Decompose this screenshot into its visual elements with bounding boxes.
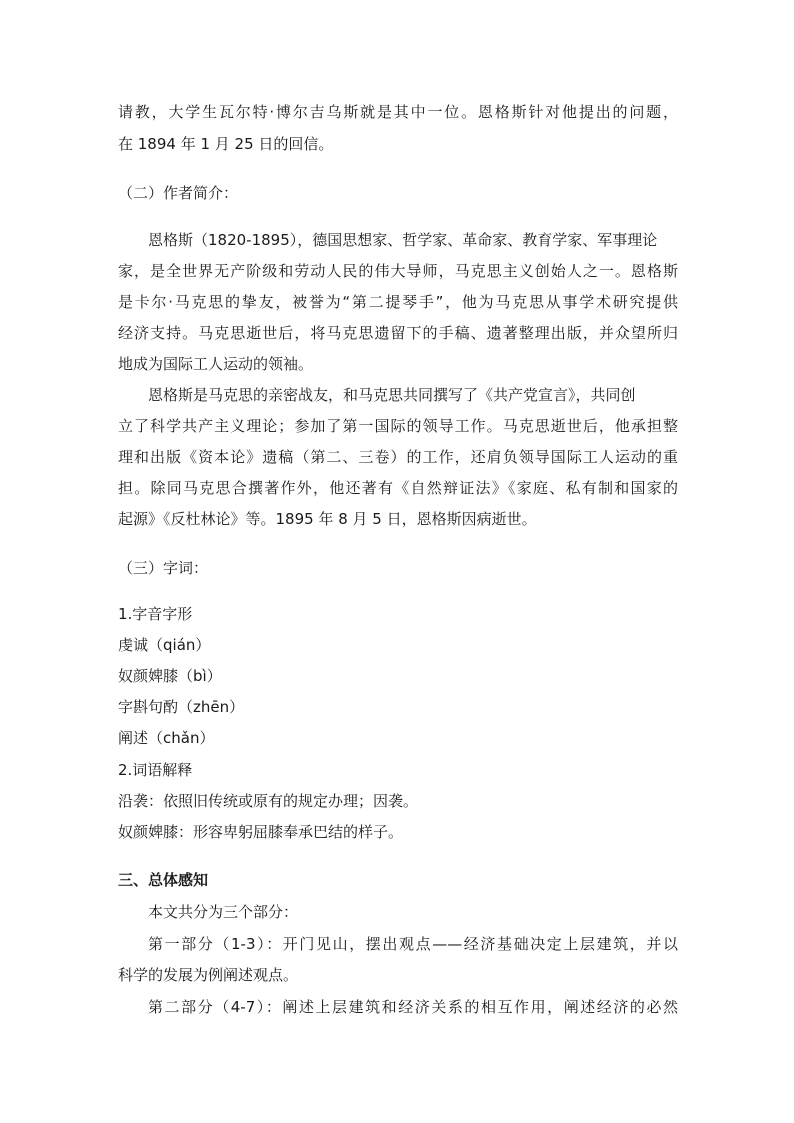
author-para1-line-4: 经济支持。马克思逝世后，将马克思遗留下的手稿、遗著整理出版，并众望所归: [118, 324, 678, 342]
author-para2-line-2: 立了科学共产主义理论；参加了第一国际的领导工作。马克思逝世后，他承担整: [118, 417, 678, 435]
def-item: 沿袭：依照旧传统或原有的规定办理；因袭。: [118, 792, 419, 810]
author-para2-line-5: 起源》《反杜林论》等。1895 年 8 月 5 日，恩格斯因病逝世。: [118, 510, 537, 528]
def-item: 奴颜婢膝：形容卑躬屈膝奉承巴结的样子。: [118, 823, 404, 841]
pron-item: 字斟句酌（zhēn）: [118, 698, 245, 716]
author-para1-line-3: 是卡尔·马克思的挚友，被誉为“第二提琴手”，他为马克思从事学术研究提供: [118, 293, 678, 311]
overview-heading: 三、总体感知: [118, 871, 209, 889]
author-para2-line-1: 恩格斯是马克思的亲密战友，和马克思共同撰写了《共产党宣言》，共同创: [148, 386, 636, 404]
author-para2-line-3: 理和出版《资本论》遗稿（第二、三卷）的工作，还肩负领导国际工人运动的重: [118, 448, 678, 466]
intro-line-1: 请教，大学生瓦尔特·博尔吉乌斯就是其中一位。恩格斯针对他提出的问题，: [118, 103, 678, 121]
overview-line-4: 第二部分（4-7）：阐述上层建筑和经济关系的相互作用，阐述经济的必然: [148, 998, 678, 1016]
author-heading: （二）作者简介：: [118, 184, 239, 202]
pron-item: 阐述（chǎn）: [118, 729, 215, 747]
def-title: 2.词语解释: [118, 761, 193, 779]
vocab-heading: （三）字词：: [118, 559, 209, 577]
pron-item: 虔诚（qián）: [118, 636, 211, 654]
author-para1-line-1: 恩格斯（1820-1895），德国思想家、哲学家、革命家、教育学家、军事理论: [148, 231, 658, 249]
intro-line-2: 在 1894 年 1 月 25 日的回信。: [118, 135, 334, 153]
pron-item: 奴颜婢膝（bì）: [118, 667, 222, 685]
overview-line-1: 本文共分为三个部分：: [148, 903, 299, 921]
overview-line-2: 第一部分（1-3）：开门见山，摆出观点——经济基础决定上层建筑，并以: [148, 935, 678, 953]
author-para2-line-4: 担。除同马克思合撰著作外，他还著有《自然辩证法》《家庭、私有制和国家的: [118, 479, 678, 497]
author-para1-line-5: 地成为国际工人运动的领袖。: [118, 355, 314, 373]
pron-title: 1.字音字形: [118, 605, 193, 623]
author-para1-line-2: 家，是全世界无产阶级和劳动人民的伟大导师，马克思主义创始人之一。恩格斯: [118, 262, 678, 280]
overview-line-3: 科学的发展为例阐述观点。: [118, 966, 299, 984]
